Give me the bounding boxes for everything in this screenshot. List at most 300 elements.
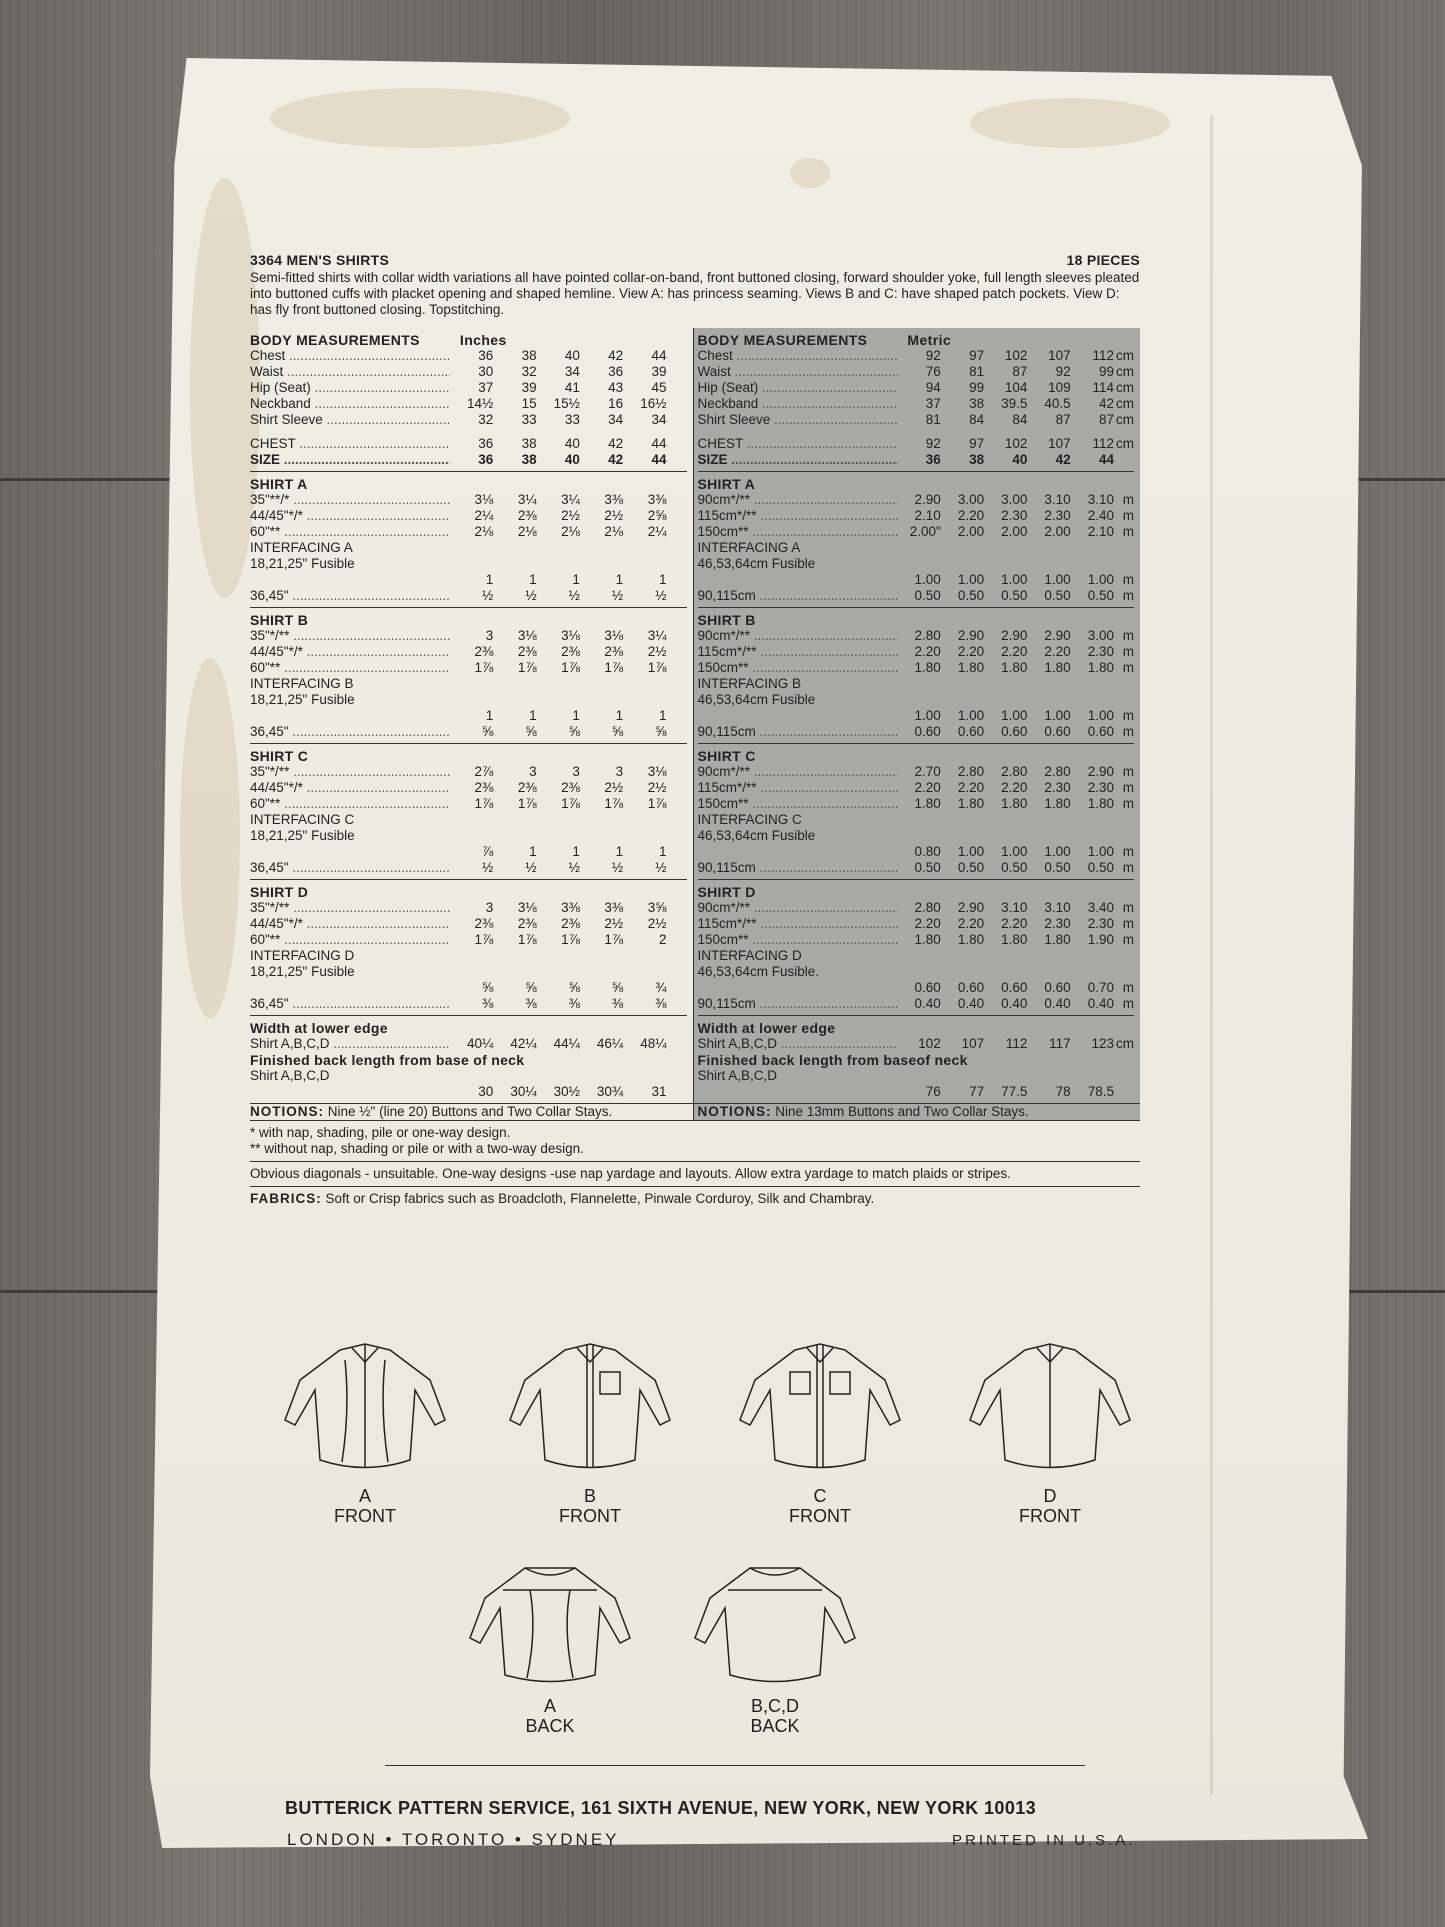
row-unit: m [1122, 492, 1134, 507]
row-label: Neckband ..... [698, 396, 898, 412]
row-value: 2⅜ [517, 644, 537, 659]
fusible-label: 46,53,64cm Fusible. [697, 964, 820, 979]
row-value: 2.20 [957, 780, 985, 795]
table-row [250, 380, 687, 396]
row-value: 1.00 [1001, 708, 1028, 723]
row-unit: cm [1115, 364, 1134, 379]
row-label [250, 1084, 450, 1100]
row-value: 3⅛ [561, 628, 580, 643]
spacer [250, 428, 687, 436]
row-value: ⅝ [568, 980, 580, 995]
row-value: ½ [482, 588, 494, 603]
table-row [250, 524, 687, 540]
shirt-c-front-drawing [735, 1340, 905, 1480]
row-value: ½ [482, 860, 494, 875]
row-label: 44/45"*/* ..... [250, 916, 450, 932]
table-row [698, 980, 1135, 996]
table-row [698, 572, 1135, 588]
interfacing-label: INTERFACING B [697, 676, 802, 691]
table-row [698, 492, 1135, 508]
row-label: 90cm*/** ..... [698, 764, 898, 780]
row-value: 3.40 [1087, 900, 1114, 915]
row-value: 2¼ [474, 508, 494, 523]
envelope-fold [1210, 115, 1213, 1795]
row-value: 78 [1055, 1084, 1071, 1099]
shirt-name: SHIRT D [250, 884, 309, 900]
row-label: Neckband ..... [250, 396, 450, 412]
body-measurements-block [698, 328, 1135, 472]
table-row [250, 588, 687, 604]
row-label: 44/45"*/* ..... [250, 644, 450, 660]
row-value: 15 [521, 396, 537, 411]
table-row [698, 396, 1135, 412]
interfacing-label: INTERFACING A [250, 540, 353, 555]
row-value: 1.00 [957, 708, 985, 723]
row-unit [666, 644, 686, 660]
row-value: 1 [572, 572, 580, 587]
table-row [250, 436, 687, 452]
row-value: ⅝ [611, 980, 624, 995]
shirt-name: SHIRT B [250, 612, 309, 628]
row-value: 114 [1092, 380, 1114, 395]
row-value: ⅝ [525, 980, 537, 995]
row-unit [666, 412, 686, 428]
row-value: 0.60 [1001, 724, 1028, 739]
row-value: 112 [1092, 436, 1114, 451]
row-value: 2.10 [914, 508, 941, 523]
row-value: 3⅜ [647, 492, 667, 507]
row-value: 40¼ [467, 1036, 494, 1051]
row-unit [666, 996, 686, 1012]
row-unit [666, 524, 686, 540]
unit-label: Inches [459, 332, 507, 348]
row-value: 2.30 [1044, 508, 1071, 523]
row-value: ½ [568, 588, 580, 603]
table-row [698, 452, 1135, 468]
row-label: 44/45"*/* ..... [250, 508, 450, 524]
row-value: ⅝ [568, 724, 580, 739]
shirt-name: SHIRT A [697, 476, 756, 492]
shirt-a-back-drawing [465, 1560, 635, 1690]
row-value: 1.80 [1001, 932, 1028, 947]
table-row [250, 1084, 687, 1100]
imperial-notions: NOTIONS: Nine ½" (line 20) Buttons and Two Collar Stays. [250, 1104, 613, 1119]
row-value: 2.00 [957, 524, 985, 539]
fusible-label: 18,21,25" Fusible [250, 556, 355, 571]
interfacing-label: INTERFACING D [697, 948, 802, 963]
row-value: 2.20 [957, 644, 985, 659]
row-unit [666, 396, 686, 412]
row-label: 115cm*/** ..... [698, 508, 898, 524]
row-value: 14½ [467, 396, 494, 411]
table-row [698, 780, 1135, 796]
fusible-label: 46,53,64cm Fusible [697, 692, 816, 707]
row-value: 0.60 [914, 724, 941, 739]
table-row [250, 572, 687, 588]
table-row [250, 364, 687, 380]
fusible-label: 46,53,64cm Fusible [697, 556, 816, 571]
table-row [698, 1036, 1135, 1052]
row-value: 34 [564, 364, 580, 379]
row-value: 3¼ [647, 628, 667, 643]
row-unit: m [1122, 588, 1134, 603]
row-value: 1.80 [957, 660, 985, 675]
interfacing-label: INTERFACING A [697, 540, 801, 555]
row-unit: m [1122, 708, 1134, 723]
row-value: 2⅜ [474, 916, 494, 931]
table-row [250, 844, 687, 860]
row-value: 99 [969, 380, 985, 395]
row-value: 1.00 [1087, 572, 1114, 587]
table-row [698, 644, 1135, 660]
row-value: ⅜ [482, 996, 494, 1011]
row-value: 2½ [604, 508, 624, 523]
row-value: 3.00 [1087, 628, 1114, 643]
row-value: 0.50 [957, 860, 985, 875]
row-value: 1.00 [1001, 844, 1028, 859]
row-value: 2⅜ [517, 916, 537, 931]
row-value: 38 [969, 396, 985, 411]
row-value: ⅝ [482, 724, 494, 739]
row-value: ½ [611, 588, 624, 603]
row-value: 48¼ [640, 1036, 667, 1051]
row-unit [666, 796, 686, 812]
row-unit [666, 708, 686, 724]
row-unit: m [1122, 780, 1134, 795]
row-value: 2.20 [957, 916, 985, 931]
shirt-b-front-drawing [505, 1340, 675, 1480]
row-label: 90,115cm ..... [698, 724, 898, 740]
row-value: 2.00 [1044, 524, 1071, 539]
row-value: 102 [1004, 348, 1028, 363]
table-row [698, 724, 1135, 740]
row-value: 1 [572, 708, 580, 723]
row-value: 36 [925, 452, 941, 467]
table-row [250, 780, 687, 796]
row-label: 115cm*/** ..... [698, 644, 898, 660]
row-value: 1 [572, 844, 580, 859]
row-value: 2.20 [1001, 916, 1028, 931]
row-label: 90,115cm ..... [698, 996, 898, 1012]
row-value: 117 [1049, 1036, 1071, 1051]
row-value: 2⅛ [474, 524, 494, 539]
row-value: 2.30 [1087, 644, 1114, 659]
row-value: 3 [485, 628, 494, 643]
table-row [698, 708, 1135, 724]
row-value: 32 [521, 364, 537, 379]
footnotes: * with nap, shading, pile or one-way design. ** without nap, shading or pile or with a two-way design. [250, 1125, 1140, 1162]
row-value: 102 [918, 1036, 941, 1051]
row-value: ⅝ [655, 724, 667, 739]
table-row [250, 628, 687, 644]
row-unit [666, 452, 686, 468]
row-value: 2½ [647, 644, 667, 659]
table-row [698, 628, 1135, 644]
row-label: 35"*/** ..... [250, 628, 450, 644]
row-value: 1.80 [914, 660, 941, 675]
row-value: 1 [615, 708, 624, 723]
spacer [698, 428, 1135, 436]
row-value: 0.60 [914, 980, 941, 995]
row-value: 2.80 [1044, 764, 1071, 779]
row-label: 35"**/* ..... [250, 492, 450, 508]
table-row [250, 932, 687, 948]
body-measurements-block [250, 328, 687, 472]
row-value: 94 [925, 380, 941, 395]
row-value: 2.20 [957, 508, 985, 523]
row-value: ½ [655, 588, 667, 603]
width-block [250, 1016, 687, 1103]
back-length-heading: Finished back length from base of neck [250, 1052, 525, 1068]
row-value: 0.50 [1087, 860, 1114, 875]
row-label [250, 708, 450, 724]
row-value: 1.80 [1001, 796, 1028, 811]
row-label: Shirt A,B,C,D ..... [698, 1036, 898, 1052]
row-value: 2⅛ [517, 524, 537, 539]
row-value: ½ [655, 860, 667, 875]
table-row [250, 764, 687, 780]
table-row [250, 900, 687, 916]
row-value: 3⅛ [474, 492, 494, 507]
pattern-title: 3364 MEN'S SHIRTS [250, 252, 390, 268]
row-value: 39.5 [1001, 396, 1028, 411]
row-unit: m [1122, 524, 1134, 539]
row-value: 104 [1004, 380, 1028, 395]
row-value: 0.60 [957, 980, 985, 995]
row-unit [666, 364, 686, 380]
row-unit [666, 660, 686, 676]
row-value: 0.50 [1044, 860, 1071, 875]
row-value: 0.50 [914, 860, 941, 875]
shirt-name: SHIRT A [250, 476, 308, 492]
row-value: 3⅝ [647, 900, 667, 915]
publisher-address: BUTTERICK PATTERN SERVICE, 161 SIXTH AVENUE, NEW YORK, NEW YORK 10013 [285, 1798, 1037, 1818]
fusible-label: 18,21,25" Fusible [250, 828, 355, 843]
row-value: 1⅞ [604, 796, 624, 811]
row-value: 84 [1012, 412, 1028, 427]
row-value: 97 [969, 436, 985, 451]
row-value: 1.00 [957, 844, 985, 859]
row-label: Chest ..... [250, 348, 450, 364]
row-value: 92 [925, 436, 941, 451]
row-value: 30½ [553, 1084, 580, 1099]
row-value: 1⅞ [561, 932, 580, 947]
row-value: 0.60 [1044, 724, 1071, 739]
row-label: 44/45"*/* ..... [250, 780, 450, 796]
row-unit [666, 492, 686, 508]
row-value: 0.40 [1044, 996, 1071, 1011]
row-label: Waist ..... [250, 364, 450, 380]
row-value: 0.50 [1001, 860, 1028, 875]
row-value: 0.60 [957, 724, 985, 739]
table-row [698, 364, 1135, 380]
row-value: 30 [478, 364, 494, 379]
row-value: 77.5 [1001, 1084, 1028, 1099]
row-value: 2.30 [1044, 916, 1071, 931]
row-label [698, 980, 898, 996]
table-row [698, 844, 1135, 860]
row-value: 107 [1048, 348, 1071, 363]
row-value: 3¼ [561, 492, 580, 507]
row-unit: m [1122, 916, 1134, 931]
pattern-description: Semi-fitted shirts with collar width variations all have pointed collar-on-band, front buttoned closing, forward shoulder yoke, full length sleeves pleated into buttoned cuffs with placket opening and shaped hemline. View A: has princess seaming. Views B and C: have shaped patch pockets. View D: has fly front buttoned closing. Topstitching. [250, 270, 1140, 317]
row-value: 3 [615, 764, 624, 779]
row-value: 2½ [647, 780, 667, 795]
shirt-block [698, 880, 1135, 1016]
table-row [698, 412, 1135, 428]
row-value: 3.00 [1001, 492, 1028, 507]
row-unit: cm [1115, 348, 1134, 363]
row-label: Shirt Sleeve ..... [698, 412, 898, 428]
row-value: ½ [525, 588, 537, 603]
row-value: ⅜ [568, 996, 580, 1011]
row-value: 2.10 [1087, 524, 1114, 539]
row-value: ⅜ [525, 996, 537, 1011]
row-unit: cm [1115, 396, 1134, 411]
row-value: 3⅛ [517, 900, 537, 915]
row-label [250, 844, 450, 860]
row-value: 1 [529, 844, 537, 859]
row-value: 1 [615, 844, 624, 859]
row-label: 36,45" ..... [250, 724, 450, 740]
row-value: 77 [969, 1084, 985, 1099]
row-label: 150cm** ..... [698, 660, 898, 676]
shirt-block [250, 880, 687, 1016]
row-value: 40 [564, 452, 580, 467]
row-value: 107 [961, 1036, 985, 1051]
row-value: 1.80 [914, 796, 941, 811]
row-label: 115cm*/** ..... [698, 780, 898, 796]
row-value: 31 [651, 1084, 667, 1099]
row-value: 1.00 [1087, 844, 1114, 859]
interfacing-label: INTERFACING B [250, 676, 354, 691]
width-heading: Width at lower edge [697, 1020, 836, 1036]
row-unit [1114, 452, 1134, 468]
footer-rule [385, 1765, 1085, 1766]
row-unit: m [1122, 860, 1134, 875]
row-value: 1 [658, 708, 667, 723]
row-value: 84 [969, 412, 985, 427]
row-label: Shirt A,B,C,D ..... [250, 1036, 450, 1052]
row-value: 0.50 [1044, 588, 1071, 603]
row-value: 2.20 [914, 644, 941, 659]
row-unit: m [1122, 932, 1134, 947]
row-value: 30¾ [596, 1084, 624, 1099]
row-value: 1⅞ [561, 660, 580, 675]
table-row [250, 1036, 687, 1052]
row-value: 1.00 [914, 572, 941, 587]
row-unit [666, 508, 686, 524]
row-label: Chest ..... [698, 348, 898, 364]
row-value: 2.90 [1001, 628, 1028, 643]
shirt-name: SHIRT D [697, 884, 756, 900]
row-value: 2.80 [957, 764, 985, 779]
view-illustrations [250, 1340, 1170, 1760]
metric-table [693, 328, 1141, 1103]
row-label: 36,45" ..... [250, 996, 450, 1012]
row-unit [666, 572, 686, 588]
row-value: 2½ [561, 508, 580, 523]
row-value: 2.80 [914, 628, 941, 643]
row-value: 2.00" [909, 524, 941, 539]
row-value: 3.10 [1044, 900, 1071, 915]
row-unit: cm [1115, 412, 1134, 427]
row-value: 2.20 [1001, 644, 1028, 659]
table-row [250, 996, 687, 1012]
shirt-d-front-drawing [965, 1340, 1135, 1480]
row-value: 40.5 [1044, 396, 1071, 411]
row-value: 1.00 [914, 708, 941, 723]
row-value: 1 [529, 708, 537, 723]
row-label: SIZE ..... [250, 452, 450, 468]
row-value: 40 [564, 348, 580, 363]
row-label: 60"** ..... [250, 524, 450, 540]
row-value: 0.50 [957, 588, 985, 603]
shirt-block [250, 472, 687, 608]
row-value: 16½ [640, 396, 667, 411]
view-c-front: C FRONT [735, 1340, 905, 1526]
row-value: 2⅜ [517, 780, 537, 795]
row-value: 1.80 [1044, 796, 1071, 811]
row-value: 42 [608, 348, 624, 363]
row-value: 2⅜ [474, 780, 494, 795]
row-value: 3⅜ [604, 900, 624, 915]
row-value: 41 [564, 380, 580, 395]
view-a-front: A FRONT [280, 1340, 450, 1526]
row-label: 115cm*/** ..... [698, 916, 898, 932]
table-row [250, 916, 687, 932]
row-unit: m [1122, 628, 1134, 643]
row-value: 1 [485, 572, 494, 587]
row-value: 1⅞ [604, 932, 624, 947]
row-unit: m [1122, 980, 1134, 995]
interfacing-label: INTERFACING D [250, 948, 355, 963]
row-value: 1 [529, 572, 537, 587]
row-value: 81 [925, 412, 941, 427]
shirt-block [698, 744, 1135, 880]
row-unit [666, 764, 686, 780]
row-value: 0.50 [1087, 588, 1114, 603]
row-value: 2.20 [914, 780, 941, 795]
row-value: 2½ [647, 916, 667, 931]
row-value: 3 [485, 900, 494, 915]
row-value: 1⅞ [517, 796, 537, 811]
row-value: 15½ [553, 396, 580, 411]
shirt-name: SHIRT C [697, 748, 756, 764]
row-value: 102 [1004, 436, 1028, 451]
row-value: ⅜ [611, 996, 624, 1011]
row-value: 3 [572, 764, 580, 779]
row-value: 2 [658, 932, 667, 947]
shirt-name: SHIRT B [697, 612, 756, 628]
row-value: 2.20 [1001, 780, 1028, 795]
row-value: 2.90 [1044, 628, 1071, 643]
table-row [698, 996, 1135, 1012]
row-value: 42¼ [510, 1036, 537, 1051]
row-value: 97 [969, 348, 985, 363]
row-value: ½ [525, 860, 537, 875]
row-value: 76 [925, 364, 941, 379]
row-value: 3.00 [957, 492, 985, 507]
row-value: 44¼ [553, 1036, 580, 1051]
row-value: 1.80 [1044, 932, 1071, 947]
row-label [698, 844, 898, 860]
table-heading [250, 332, 687, 348]
row-value: ⅝ [611, 724, 624, 739]
row-label: 60"** ..... [250, 660, 450, 676]
table-row [698, 764, 1135, 780]
row-unit: m [1122, 996, 1134, 1011]
